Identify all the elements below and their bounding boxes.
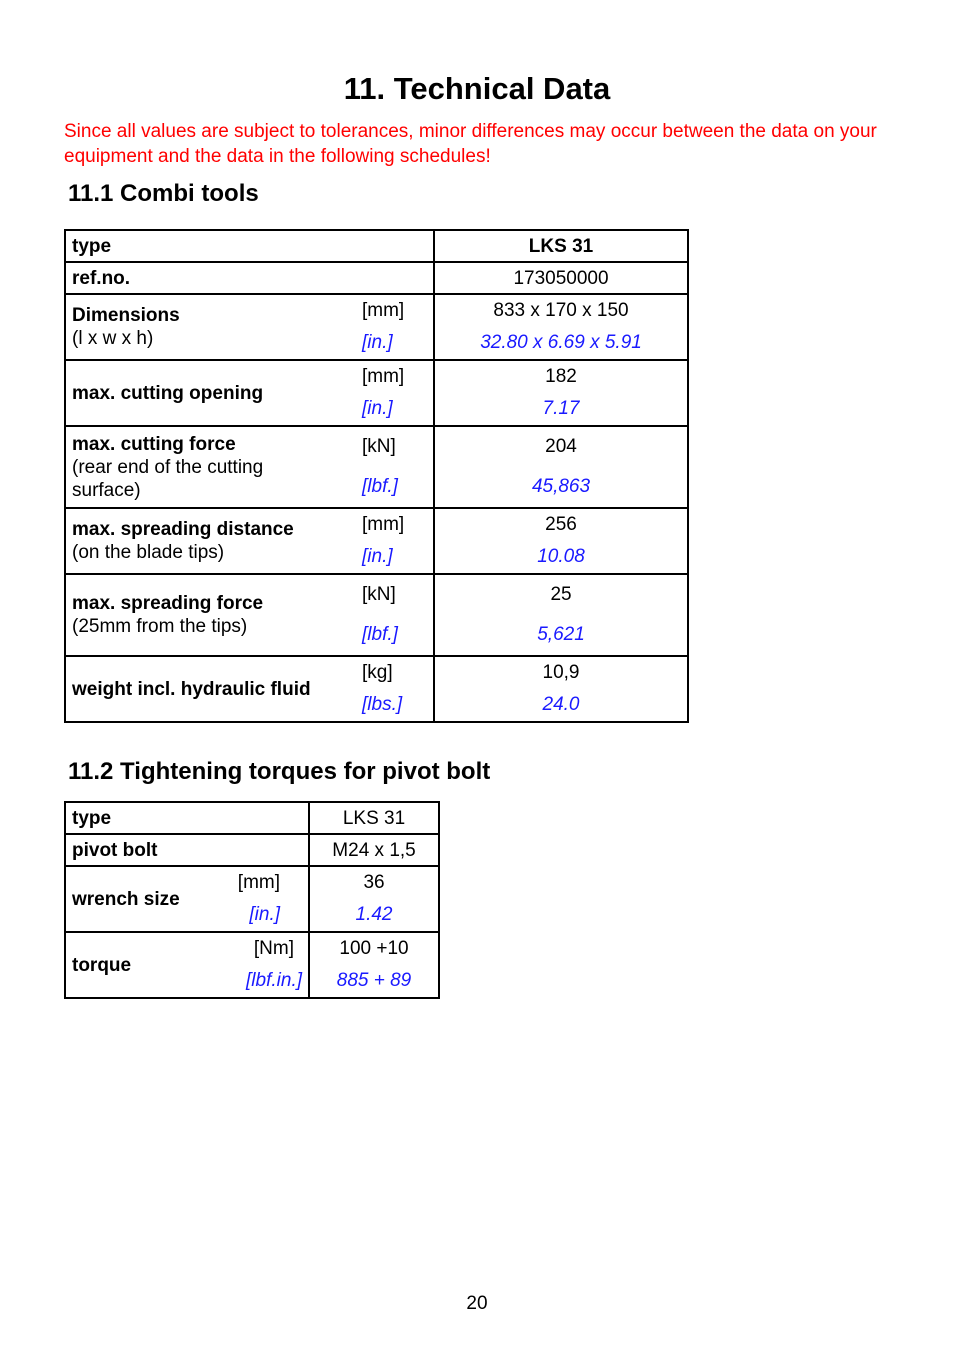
unit-metric: [mm] (362, 300, 405, 321)
unit-imperial: [lbs.] (362, 694, 403, 715)
value-metric: 100 +10 (339, 938, 409, 959)
unit-cell (348, 656, 434, 722)
value-metric: 256 (545, 514, 577, 535)
table-row (65, 866, 439, 932)
refno-value: 173050000 (434, 262, 688, 294)
type-value: LKS 31 (434, 230, 688, 262)
value-metric: 10,9 (542, 662, 580, 683)
unit-imperial: [in.] (249, 904, 281, 925)
type-value: LKS 31 (309, 802, 439, 834)
table-row (65, 932, 439, 998)
table-row (65, 262, 688, 294)
row-label-cell (65, 426, 348, 508)
row-label: wrench size (65, 866, 225, 932)
table-row (65, 834, 439, 866)
value-metric: 36 (363, 872, 385, 893)
section-heading-combi-tools: 11.1 Combi tools (68, 180, 259, 207)
tightening-torques-table (64, 801, 440, 999)
value-cell (309, 866, 439, 932)
unit-imperial: [in.] (362, 332, 393, 353)
value-cell (434, 294, 688, 360)
page-title: 11. Technical Data (343, 71, 611, 106)
unit-metric: [mm] (362, 366, 405, 387)
page-number: 20 (466, 1293, 488, 1314)
table-row (65, 360, 688, 426)
unit-imperial: [in.] (362, 546, 393, 567)
row-label: torque (65, 932, 225, 998)
row-label: Dimensions (72, 305, 180, 326)
value-imperial: 45,863 (531, 476, 591, 497)
unit-cell (225, 932, 309, 998)
type-label: type (65, 230, 434, 262)
row-label-cell (65, 508, 348, 574)
row-sublabel: (rear end of the cutting surface) (72, 456, 264, 501)
value-cell (434, 426, 688, 508)
unit-metric: [Nm] (253, 938, 295, 959)
row-label: max. spreading force (72, 593, 264, 614)
row-label-cell (65, 656, 348, 722)
value-metric: 25 (550, 584, 572, 605)
refno-label: ref.no. (65, 262, 434, 294)
unit-imperial: [in.] (362, 398, 393, 419)
unit-metric: [kN] (362, 436, 396, 457)
table-row (65, 802, 439, 834)
value-cell (434, 656, 688, 722)
unit-cell (348, 508, 434, 574)
value-imperial: 885 + 89 (336, 970, 412, 991)
combi-tools-table (64, 229, 689, 723)
value-imperial: 1.42 (355, 904, 393, 925)
unit-cell (225, 866, 309, 932)
row-sublabel: (25mm from the tips) (72, 616, 248, 637)
unit-cell (348, 426, 434, 508)
unit-imperial: [lbf.] (362, 476, 398, 497)
row-label: max. spreading distance (72, 519, 294, 540)
value-cell (434, 574, 688, 656)
value-cell (434, 508, 688, 574)
value-imperial: 24.0 (542, 694, 580, 715)
value-metric: 182 (545, 366, 577, 387)
unit-metric: [kg] (362, 662, 393, 683)
row-label: max. cutting opening (72, 382, 264, 404)
value-imperial: 10.08 (537, 546, 585, 567)
row-label-cell (65, 360, 348, 426)
unit-cell (348, 360, 434, 426)
value-cell (434, 360, 688, 426)
row-label-cell (65, 574, 348, 656)
row-sublabel: (on the blade tips) (72, 542, 225, 563)
type-label: type (65, 802, 309, 834)
tolerance-warning: Since all values are subject to tolerances, minor differences may occur between the data on your equipment and the data in the following schedules! (64, 121, 877, 167)
value-imperial: 7.17 (542, 398, 580, 419)
row-label-cell (65, 294, 348, 360)
table-row (65, 426, 688, 508)
table-row (65, 508, 688, 574)
row-label: weight incl. hydraulic fluid (72, 678, 311, 700)
value-cell (309, 932, 439, 998)
unit-imperial: [lbf.] (362, 624, 398, 645)
value-imperial: 32.80 x 6.69 x 5.91 (480, 332, 642, 353)
value-metric: 833 x 170 x 150 (493, 300, 629, 321)
table-row (65, 574, 688, 656)
table-row (65, 656, 688, 722)
pivot-bolt-label: pivot bolt (65, 834, 309, 866)
unit-metric: [kN] (362, 584, 396, 605)
unit-metric: [mm] (362, 514, 405, 535)
table-row (65, 294, 688, 360)
unit-metric: [mm] (237, 872, 281, 893)
pivot-bolt-value: M24 x 1,5 (309, 834, 439, 866)
unit-imperial: [lbf.in.] (246, 970, 303, 991)
value-imperial: 5,621 (537, 624, 585, 645)
section-heading-tightening-torques: 11.2 Tightening torques for pivot bolt (68, 758, 491, 785)
value-metric: 204 (545, 436, 577, 457)
row-sublabel: (l x w x h) (72, 328, 154, 349)
unit-cell (348, 294, 434, 360)
unit-cell (348, 574, 434, 656)
row-label: max. cutting force (72, 433, 236, 455)
table-row (65, 230, 688, 262)
